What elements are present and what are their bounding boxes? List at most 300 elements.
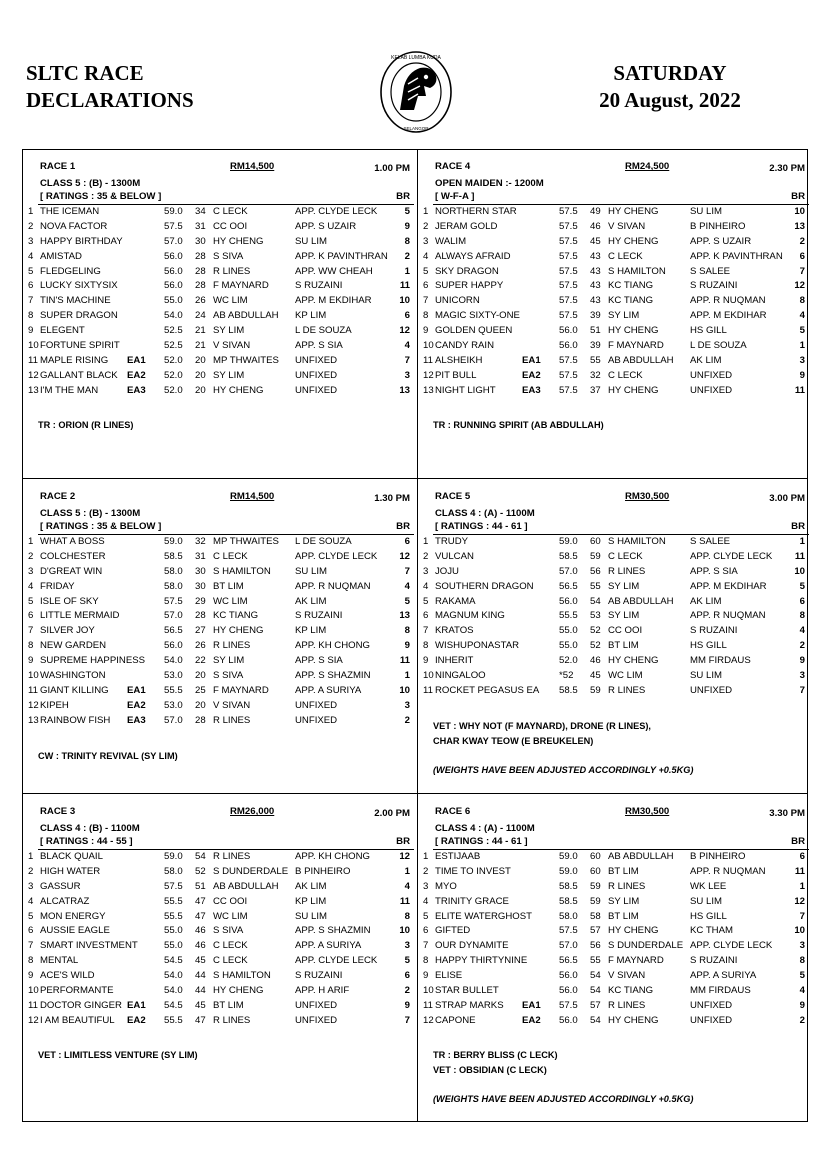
trainer-name: APP. A SURIYA	[295, 940, 362, 952]
race-header	[24, 161, 416, 177]
handicap-weight: 57.5	[559, 265, 578, 277]
trainer-name: MM FIRDAUS	[690, 985, 751, 997]
barrier-draw: 2	[404, 985, 410, 997]
runner-row	[24, 895, 416, 910]
handicap-weight: 57.5	[559, 354, 578, 366]
handicap-weight: 55.5	[559, 610, 578, 622]
runner-row	[419, 580, 811, 595]
runner-number: 7	[28, 625, 34, 637]
race-time: 2.00 PM	[374, 808, 410, 819]
runner-row	[419, 369, 811, 384]
barrier-draw: 3	[404, 699, 410, 711]
race-header	[419, 491, 811, 507]
horse-name: AMISTAD	[40, 250, 82, 262]
runner-row	[24, 924, 416, 939]
horse-rating: 54	[590, 595, 601, 607]
runner-number: 5	[28, 910, 34, 922]
handicap-weight: 57.0	[559, 565, 578, 577]
runner-row	[419, 954, 811, 969]
jockey-name: C LECK	[213, 206, 248, 217]
horse-rating: 44	[195, 970, 206, 982]
race-class: CLASS 5 : (B) - 1300M	[40, 178, 141, 189]
horse-rating: 26	[195, 640, 206, 652]
jockey-name: S HAMILTON	[608, 265, 666, 277]
runner-row	[419, 279, 811, 294]
runner-row	[419, 850, 811, 865]
race-note: TR : ORION (R LINES)	[38, 420, 134, 430]
logo-text-bottom: SELANGOR	[403, 126, 429, 131]
jockey-name: S SIVA	[213, 925, 244, 937]
jockey-name: KC TIANG	[213, 610, 259, 622]
barrier-header: BR	[791, 521, 805, 532]
horse-rating: 30	[195, 235, 206, 247]
runner-number: 1	[423, 536, 429, 547]
runner-number: 8	[423, 955, 429, 967]
jockey-name: KC TIANG	[608, 280, 654, 292]
runner-number: 13	[28, 384, 39, 396]
horse-rating: 54	[590, 1014, 601, 1026]
runner-number: 6	[423, 610, 429, 622]
runner-number: 12	[28, 369, 39, 381]
runner-number: 9	[423, 655, 429, 667]
horse-rating: 59	[590, 895, 601, 907]
barrier-draw: 8	[799, 295, 805, 307]
handicap-weight: 57.5	[559, 925, 578, 937]
horse-rating: 20	[195, 384, 206, 396]
jockey-name: AB ABDULLAH	[608, 354, 674, 366]
trainer-name: APP. M EKDIHAR	[690, 580, 767, 592]
barrier-draw: 6	[799, 250, 805, 262]
runner-number: 3	[423, 565, 429, 577]
barrier-header: BR	[396, 836, 410, 847]
barrier-draw: 1	[404, 265, 410, 277]
barrier-draw: 5	[404, 206, 410, 217]
race-date	[560, 60, 780, 114]
horse-name: COLCHESTER	[40, 550, 106, 562]
jockey-name: CC OOI	[213, 220, 248, 232]
trainer-name: UNFIXED	[295, 369, 338, 381]
runner-row	[419, 235, 811, 250]
runner-number: 5	[423, 265, 429, 277]
runner-row	[24, 384, 416, 399]
handicap-weight: 57.5	[559, 206, 578, 217]
handicap-weight: 57.5	[559, 384, 578, 396]
handicap-weight: 57.0	[164, 714, 183, 726]
horse-rating: 30	[195, 580, 206, 592]
trainer-name: S RUZAINI	[295, 280, 343, 292]
handicap-weight: 55.0	[164, 940, 183, 952]
runner-number: 1	[28, 536, 34, 547]
jockey-name: WC LIM	[608, 670, 643, 682]
barrier-draw: 11	[794, 384, 805, 396]
horse-name: CANDY RAIN	[435, 340, 494, 352]
horse-rating: 58	[590, 910, 601, 922]
runner-row	[24, 205, 416, 220]
horse-name: STAR BULLET	[435, 985, 499, 997]
handicap-weight: 57.5	[559, 235, 578, 247]
trainer-name: S RUZAINI	[295, 970, 343, 982]
trainer-name: APP. CLYDE LECK	[295, 206, 378, 217]
trainer-name: APP. CLYDE LECK	[295, 955, 378, 967]
horse-rating: 27	[195, 625, 206, 637]
runner-number: 6	[28, 925, 34, 937]
runner-number: 4	[423, 580, 429, 592]
jockey-name: BT LIM	[213, 580, 244, 592]
barrier-draw: 4	[404, 340, 410, 352]
jockey-name: AB ABDULLAH	[608, 595, 674, 607]
runner-number: 1	[28, 206, 34, 217]
handicap-weight: 58.0	[164, 580, 183, 592]
trainer-name: APP. A SURIYA	[295, 684, 362, 696]
runner-row	[24, 999, 416, 1014]
race-prize: RM30,500	[625, 806, 670, 817]
entry-tag: EA1	[127, 354, 146, 366]
runner-row	[24, 294, 416, 309]
barrier-draw: 2	[799, 235, 805, 247]
runner-number: 13	[423, 384, 434, 396]
barrier-draw: 10	[399, 684, 410, 696]
jockey-name: AB ABDULLAH	[213, 310, 279, 322]
runner-row	[24, 565, 416, 580]
runner-row	[24, 954, 416, 969]
race-prize: RM26,000	[230, 806, 275, 817]
handicap-weight: 54.0	[164, 310, 183, 322]
horse-rating: 37	[590, 384, 601, 396]
jockey-name: WC LIM	[213, 295, 248, 307]
horse-rating: 45	[590, 670, 601, 682]
horse-name: BLACK QUAIL	[40, 851, 103, 862]
horse-rating: 32	[590, 369, 601, 381]
runner-row	[419, 1014, 811, 1029]
horse-name: ACE'S WILD	[40, 970, 95, 982]
race-class: OPEN MAIDEN :- 1200M	[435, 178, 544, 189]
trainer-name: UNFIXED	[690, 684, 733, 696]
trainer-name: UNFIXED	[295, 354, 338, 366]
jockey-name: F MAYNARD	[213, 280, 269, 292]
horse-rating: 60	[590, 865, 601, 877]
runner-number: 13	[28, 714, 39, 726]
trainer-name: APP. KH CHONG	[295, 851, 370, 862]
horse-name: JOJU	[435, 565, 459, 577]
barrier-draw: 11	[794, 865, 805, 877]
jockey-name: C LECK	[608, 250, 643, 262]
trainer-name: SU LIM	[295, 565, 327, 577]
jockey-name: V SIVAN	[213, 699, 251, 711]
horse-rating: 56	[590, 565, 601, 577]
runner-number: 8	[423, 640, 429, 652]
barrier-draw: 8	[799, 955, 805, 967]
document-title	[26, 60, 194, 114]
horse-rating: 28	[195, 265, 206, 277]
horse-name: SILVER JOY	[40, 625, 95, 637]
horse-name: FRIDAY	[40, 580, 75, 592]
trainer-name: S RUZAINI	[295, 610, 343, 622]
runner-row	[419, 265, 811, 280]
trainer-name: APP. S UZAIR	[690, 235, 752, 247]
race-prize: RM14,500	[230, 161, 275, 172]
horse-rating: 49	[590, 206, 601, 217]
jockey-name: F MAYNARD	[608, 340, 664, 352]
handicap-weight: 52.5	[164, 340, 183, 352]
race-note: CHAR KWAY TEOW (E BREUKELEN)	[433, 736, 594, 746]
horse-name: MAPLE RISING	[40, 354, 109, 366]
runner-number: 4	[28, 250, 34, 262]
runner-row	[24, 369, 416, 384]
jockey-name: HY CHENG	[608, 1014, 659, 1026]
row-divider	[22, 478, 808, 479]
runner-row	[24, 250, 416, 265]
jockey-name: C LECK	[608, 550, 643, 562]
runner-row	[419, 669, 811, 684]
horse-rating: 28	[195, 714, 206, 726]
handicap-weight: 55.5	[164, 684, 183, 696]
horse-rating: 30	[195, 565, 206, 577]
horse-rating: 28	[195, 280, 206, 292]
handicap-weight: 57.0	[559, 940, 578, 952]
horse-name: ESTIJAAB	[435, 851, 481, 862]
barrier-draw: 10	[399, 295, 410, 307]
jockey-name: HY CHENG	[608, 235, 659, 247]
trainer-name: HS GILL	[690, 910, 727, 922]
runner-number: 1	[423, 851, 429, 862]
barrier-draw: 6	[404, 310, 410, 322]
jockey-name: S HAMILTON	[213, 565, 271, 577]
jockey-name: C LECK	[213, 955, 248, 967]
handicap-weight: 55.0	[559, 640, 578, 652]
jockey-name: SY LIM	[608, 310, 640, 322]
horse-rating: 54	[590, 970, 601, 982]
trainer-name: APP. CLYDE LECK	[690, 940, 773, 952]
entry-tag: EA2	[127, 699, 146, 711]
runner-row	[419, 684, 811, 699]
horse-rating: 57	[590, 999, 601, 1011]
horse-name: ROCKET PEGASUS EA	[435, 684, 540, 696]
runner-number: 4	[423, 250, 429, 262]
entry-tag: EA2	[522, 1014, 541, 1026]
horse-name: HAPPY THIRTYNINE	[435, 955, 528, 967]
jockey-name: C LECK	[608, 369, 643, 381]
handicap-weight: 58.5	[164, 550, 183, 562]
horse-rating: 52	[590, 640, 601, 652]
trainer-name: UNFIXED	[295, 384, 338, 396]
runner-row	[419, 924, 811, 939]
horse-name: FORTUNE SPIRIT	[40, 340, 120, 352]
horse-rating: 21	[195, 325, 206, 337]
handicap-weight: 55.5	[164, 910, 183, 922]
jockey-name: S DUNDERDALE	[213, 865, 289, 877]
horse-rating: 47	[195, 1014, 206, 1026]
race-panel	[24, 806, 416, 1029]
jockey-name: F MAYNARD	[608, 955, 664, 967]
trainer-name: APP. R NUQMAN	[690, 610, 766, 622]
runner-number: 8	[28, 955, 34, 967]
barrier-draw: 9	[404, 220, 410, 232]
horse-name: I AM BEAUTIFUL	[40, 1014, 115, 1026]
horse-rating: 59	[590, 684, 601, 696]
handicap-weight: 58.0	[559, 910, 578, 922]
barrier-draw: 3	[799, 940, 805, 952]
runner-number: 3	[28, 565, 34, 577]
horse-name: DOCTOR GINGER	[40, 999, 122, 1011]
horse-name: WASHINGTON	[40, 670, 106, 682]
jockey-name: R LINES	[608, 880, 646, 892]
runner-row	[419, 639, 811, 654]
jockey-name: C LECK	[213, 940, 248, 952]
runner-number: 11	[28, 999, 38, 1011]
horse-rating: 54	[590, 985, 601, 997]
race-ratings	[38, 191, 414, 205]
runner-row	[24, 265, 416, 280]
jockey-name: KC TIANG	[608, 985, 654, 997]
runner-row	[24, 910, 416, 925]
horse-name: SUPER HAPPY	[435, 280, 504, 292]
handicap-weight: 57.5	[559, 999, 578, 1011]
horse-rating: 31	[195, 550, 206, 562]
handicap-weight: 59.0	[559, 851, 578, 862]
runner-row	[24, 235, 416, 250]
trainer-name: UNFIXED	[295, 714, 338, 726]
horse-rating: 45	[195, 999, 206, 1011]
race-number: RACE 5	[435, 491, 471, 502]
barrier-draw: 3	[799, 670, 805, 682]
trainer-name: B PINHEIRO	[690, 851, 746, 862]
horse-name: RAKAMA	[435, 595, 476, 607]
horse-name: WISHUPONASTAR	[435, 640, 520, 652]
trainer-name: HS GILL	[690, 640, 727, 652]
horse-rating: 59	[590, 550, 601, 562]
horse-rating: 26	[195, 295, 206, 307]
horse-rating: 60	[590, 851, 601, 862]
jockey-name: R LINES	[608, 999, 646, 1011]
handicap-weight: 57.5	[559, 250, 578, 262]
handicap-weight: 56.0	[559, 325, 578, 337]
jockey-name: R LINES	[608, 684, 646, 696]
barrier-draw: 7	[404, 354, 410, 366]
barrier-draw: 11	[399, 655, 410, 667]
barrier-draw: 12	[794, 895, 805, 907]
race-number: RACE 3	[40, 806, 76, 817]
handicap-weight: 58.5	[559, 684, 578, 696]
horse-name: SUPREME HAPPINESS	[40, 655, 146, 667]
runner-number: 7	[28, 940, 34, 952]
runner-number: 11	[28, 684, 38, 696]
trainer-name: KP LIM	[295, 895, 327, 907]
horse-name: ELITE WATERGHOST	[435, 910, 533, 922]
jockey-name: HY CHENG	[213, 384, 264, 396]
handicap-weight: 56.0	[559, 970, 578, 982]
barrier-header: BR	[396, 191, 410, 202]
barrier-draw: 13	[399, 610, 410, 622]
runner-number: 12	[423, 369, 434, 381]
handicap-weight: 55.0	[164, 925, 183, 937]
horse-rating: 20	[195, 699, 206, 711]
trainer-name: APP. WW CHEAH	[295, 265, 373, 277]
entry-tag: EA2	[127, 1014, 146, 1026]
handicap-weight: 56.0	[559, 340, 578, 352]
trainer-name: APP. S SIA	[295, 340, 343, 352]
handicap-weight: *52	[559, 670, 574, 682]
runner-row	[419, 895, 811, 910]
runner-row	[24, 309, 416, 324]
runner-number: 10	[28, 985, 39, 997]
horse-rating: 47	[195, 895, 206, 907]
entry-tag: EA3	[127, 714, 146, 726]
runner-row	[419, 969, 811, 984]
barrier-draw: 2	[799, 640, 805, 652]
barrier-draw: 11	[399, 895, 410, 907]
jockey-name: BT LIM	[608, 640, 639, 652]
runner-row	[419, 609, 811, 624]
barrier-draw: 4	[404, 880, 410, 892]
jockey-name: BT LIM	[213, 999, 244, 1011]
runner-number: 10	[423, 340, 434, 352]
trainer-name: SU LIM	[690, 895, 722, 907]
horse-name: NORTHERN STAR	[435, 206, 517, 217]
handicap-weight: 57.0	[164, 235, 183, 247]
trainer-name: AK LIM	[690, 354, 722, 366]
barrier-header: BR	[791, 191, 805, 202]
runner-row	[24, 354, 416, 369]
trainer-name: SU LIM	[295, 910, 327, 922]
race-ratings	[433, 191, 809, 205]
horse-rating: 60	[590, 536, 601, 547]
runner-row	[24, 969, 416, 984]
horse-name: PERFORMANTE	[40, 985, 114, 997]
horse-rating: 54	[195, 851, 206, 862]
horse-name: I'M THE MAN	[40, 384, 99, 396]
horse-rating: 56	[590, 940, 601, 952]
jockey-name: V SIVAN	[608, 970, 646, 982]
runner-number: 2	[423, 550, 429, 562]
barrier-draw: 12	[399, 325, 410, 337]
runner-number: 2	[423, 220, 429, 232]
runner-number: 2	[28, 865, 34, 877]
barrier-draw: 5	[799, 970, 805, 982]
trainer-name: KP LIM	[295, 310, 327, 322]
trainer-name: AK LIM	[690, 595, 722, 607]
runner-row	[419, 250, 811, 265]
runner-row	[24, 535, 416, 550]
race-note: VET : OBSIDIAN (C LECK)	[433, 1065, 547, 1075]
jockey-name: S SIVA	[213, 670, 244, 682]
horse-rating: 43	[590, 295, 601, 307]
barrier-draw: 6	[799, 851, 805, 862]
jockey-name: WC LIM	[213, 595, 248, 607]
barrier-draw: 5	[404, 955, 410, 967]
barrier-draw: 11	[794, 550, 805, 562]
runner-number: 6	[28, 610, 34, 622]
race-prize: RM14,500	[230, 491, 275, 502]
ratings-label: [ RATINGS : 35 & BELOW ]	[40, 191, 162, 202]
race-number: RACE 4	[435, 161, 471, 172]
trainer-name: AK LIM	[295, 595, 327, 607]
horse-name: INHERIT	[435, 655, 474, 667]
horse-name: GOLDEN QUEEN	[435, 325, 513, 337]
barrier-draw: 3	[404, 369, 410, 381]
trainer-name: APP. M EKDIHAR	[295, 295, 372, 307]
runner-number: 4	[28, 580, 34, 592]
horse-rating: 52	[590, 625, 601, 637]
horse-name: STRAP MARKS	[435, 999, 504, 1011]
runner-number: 6	[423, 280, 429, 292]
barrier-draw: 4	[799, 310, 805, 322]
trainer-name: KP LIM	[295, 625, 327, 637]
jockey-name: AB ABDULLAH	[608, 851, 674, 862]
barrier-draw: 12	[399, 550, 410, 562]
runner-row	[419, 939, 811, 954]
horse-rating: 45	[590, 235, 601, 247]
ratings-label: [ W-F-A ]	[435, 191, 475, 202]
